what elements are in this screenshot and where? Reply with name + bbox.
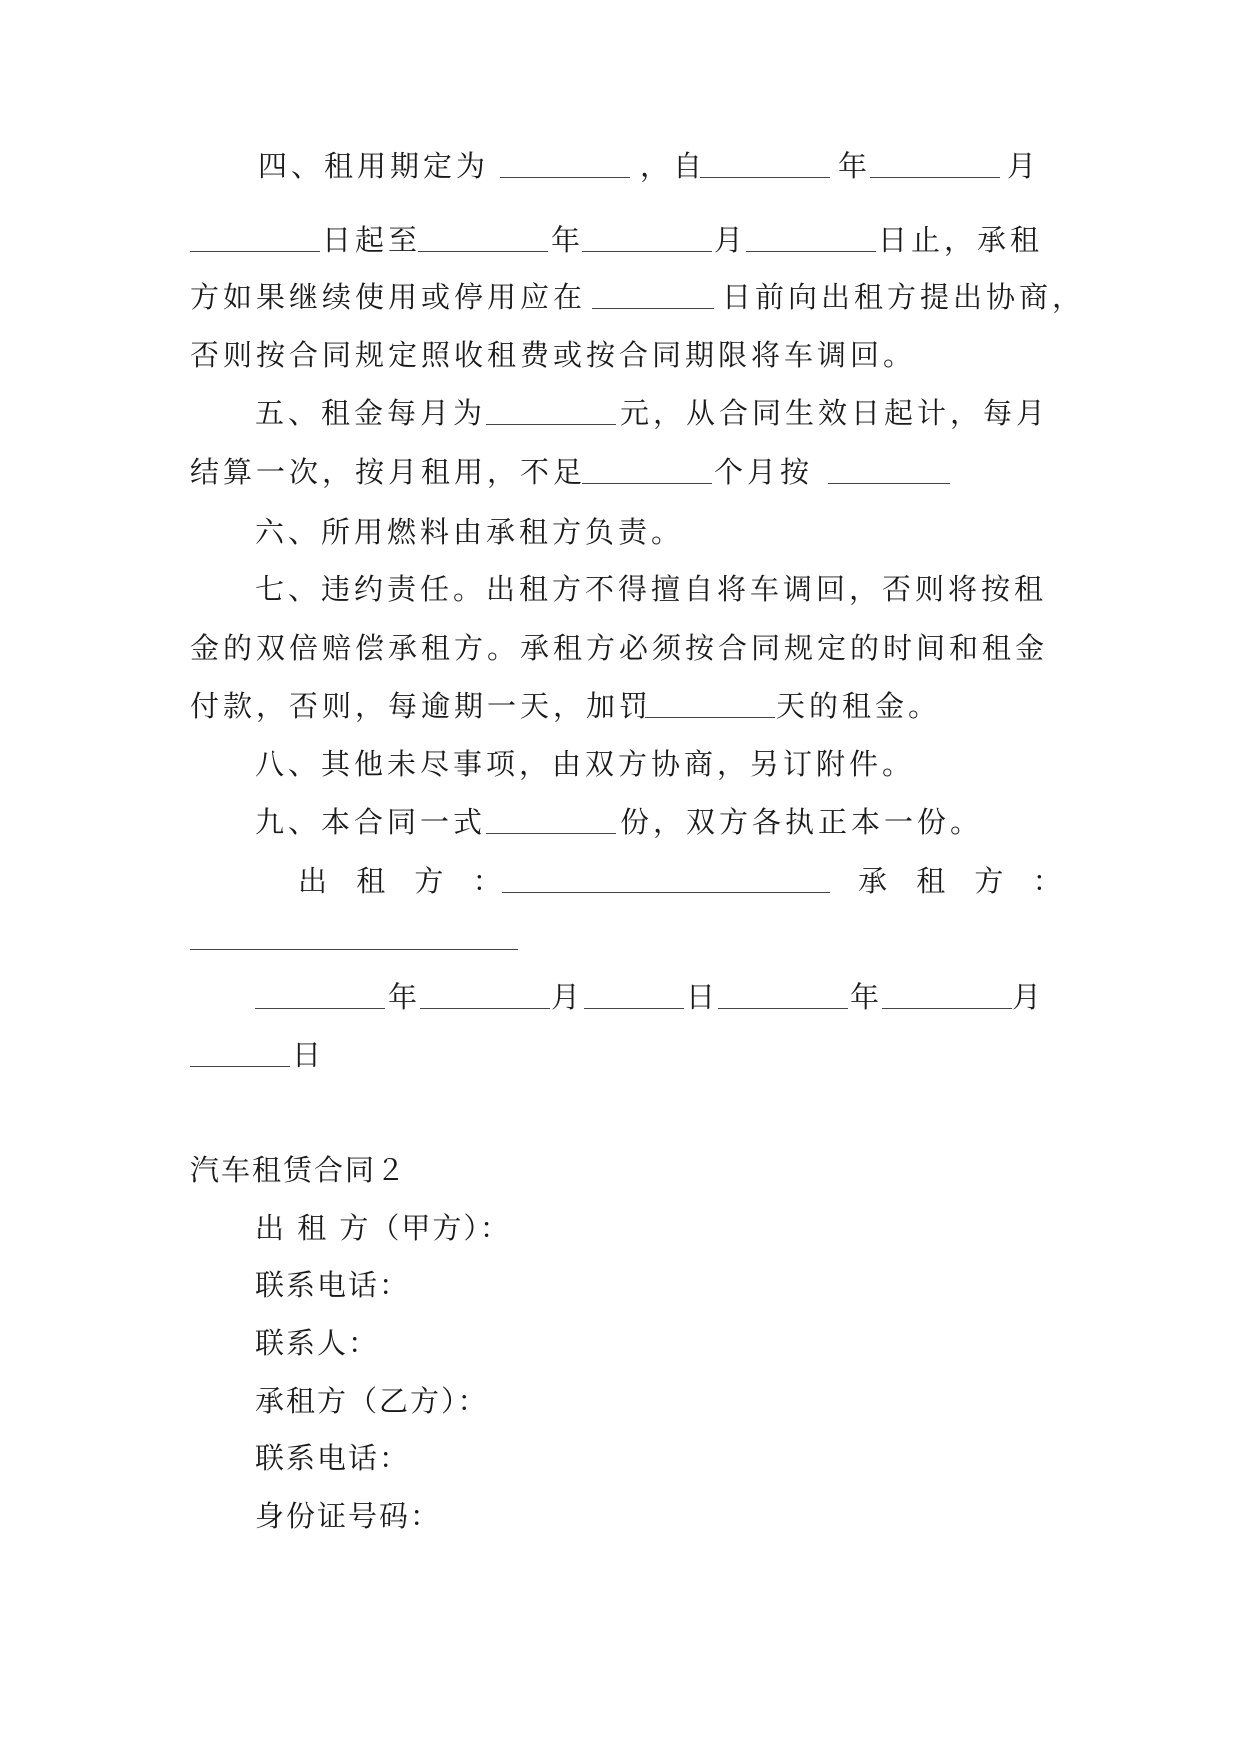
art4-text: 日止，承租 xyxy=(878,223,1044,257)
art7-text: 付款，否则，每逾期一天，加罚 xyxy=(190,689,653,723)
art5-text: 结算一次，按月租用，不足 xyxy=(190,455,587,489)
blank-field xyxy=(882,977,1012,1017)
lessee-signature-blank xyxy=(190,918,518,958)
art9-text: 份，双方各执正本一份。 xyxy=(620,805,984,839)
blank-field xyxy=(645,686,775,726)
art4-text: 月 xyxy=(1007,149,1041,183)
contract2-contact: 联系人： xyxy=(255,1326,380,1360)
date-day: 日 xyxy=(686,980,720,1014)
lessor-signature-blank xyxy=(502,861,830,901)
art4-text: 年 xyxy=(838,149,872,183)
art6-line: 六、所用燃料由承租方负责。 xyxy=(255,515,685,549)
blank-field xyxy=(190,1035,290,1075)
blank-field xyxy=(582,452,712,492)
art9-text: 九、本合同一式 xyxy=(255,805,487,839)
blank-field xyxy=(584,977,684,1017)
date-month: 月 xyxy=(1012,980,1046,1014)
art5-text: 个月按 xyxy=(714,455,814,489)
contract2-phone1: 联系电话： xyxy=(255,1268,411,1302)
blank-field xyxy=(190,220,320,260)
contract2-title: 汽车租赁合同２ xyxy=(190,1153,408,1187)
art5-text: 元，从合同生效日起计，每月 xyxy=(620,396,1050,430)
contract2-phone2: 联系电话： xyxy=(255,1441,411,1475)
blank-field xyxy=(420,977,550,1017)
art8-line: 八、其他未尽事项，由双方协商，另订附件。 xyxy=(255,747,916,781)
art4-text: 方如果继续使用或停用应在 xyxy=(190,280,587,314)
blank-field xyxy=(718,977,848,1017)
art4-text: 四、租用期定为 xyxy=(258,149,490,183)
art4-text: 日前向出租方提出协商， xyxy=(722,280,1086,314)
date-year: 年 xyxy=(388,980,422,1014)
blank-field xyxy=(582,220,712,260)
blank-field xyxy=(700,146,830,186)
blank-field xyxy=(870,146,1000,186)
art4-line4: 否则按合同规定照收租费或按合同期限将车调回。 xyxy=(190,338,917,372)
contract2-lessee: 承租方（乙方）： xyxy=(255,1384,489,1418)
art4-text: 年 xyxy=(551,223,585,257)
date-month: 月 xyxy=(551,980,585,1014)
art4-text: ，自 xyxy=(640,149,707,183)
date-day: 日 xyxy=(292,1038,326,1072)
blank-field xyxy=(592,277,714,317)
contract2-id-number: 身份证号码： xyxy=(255,1499,442,1533)
blank-field xyxy=(486,393,616,433)
lessor-signature-label: 出 租 方 ： xyxy=(298,864,512,898)
date-line-cont xyxy=(0,1035,326,1155)
blank-field xyxy=(486,802,616,842)
blank-field xyxy=(746,220,876,260)
blank-field xyxy=(828,452,950,492)
art4-text: 月 xyxy=(714,223,748,257)
date-year: 年 xyxy=(850,980,884,1014)
contract2-lessor: 出 租 方（甲方）： xyxy=(255,1211,511,1245)
art7-line2: 金的双倍赔偿承租方。承租方必须按合同规定的时间和租金 xyxy=(190,631,1049,665)
blank-field xyxy=(255,977,385,1017)
lessee-signature-label: 承 租 方 ： xyxy=(858,864,1072,898)
blank-field xyxy=(418,220,548,260)
art4-text: 日起至 xyxy=(322,223,422,257)
blank-field xyxy=(500,146,630,186)
art7-text: 天的租金。 xyxy=(776,689,942,723)
art7-line1: 七、违约责任。出租方不得擅自将车调回，否则将按租 xyxy=(255,572,1048,606)
art5-text: 五、租金每月为 xyxy=(255,396,487,430)
